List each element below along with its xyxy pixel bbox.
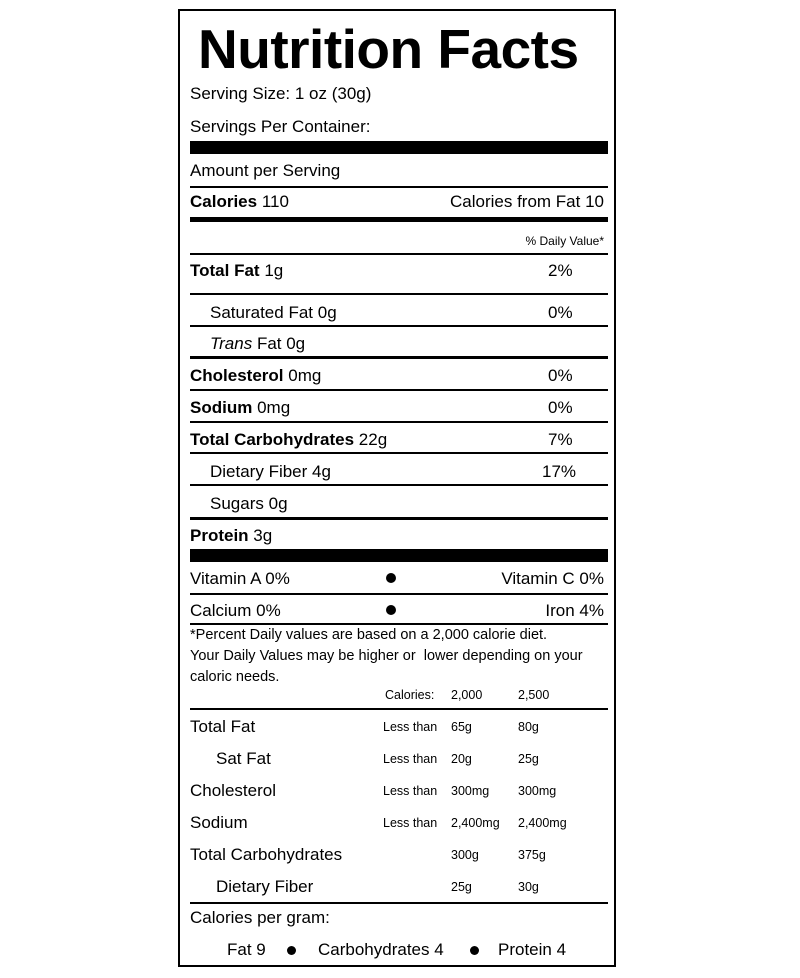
- footer-row-col2: 300mg: [518, 784, 557, 798]
- footer-calories-label: Calories:: [385, 688, 435, 702]
- amount-per-serving: Amount per Serving: [190, 161, 341, 180]
- nutrient-row-total-fat: [190, 261, 608, 281]
- vitamin-c: Vitamin C 0%: [501, 569, 604, 588]
- nutrient-name: Saturated Fat: [210, 303, 314, 322]
- servings-per-container: Servings Per Container:: [190, 117, 371, 136]
- nutrition-facts-label: [178, 9, 616, 967]
- nutrient-name: Protein: [190, 526, 249, 545]
- footer-row-col1: 25g: [451, 880, 472, 894]
- nutrient-amount: 0g: [268, 494, 288, 513]
- nutrient-row-saturated-fat: [210, 303, 608, 323]
- divider-thick: [190, 141, 608, 154]
- nutrient-name: Cholesterol: [190, 366, 284, 385]
- divider: [190, 517, 608, 520]
- footer-row-name: Dietary Fiber: [216, 877, 314, 896]
- divider: [190, 708, 608, 710]
- nutrient-row-trans-fat: [210, 334, 608, 354]
- calories-value: 110: [261, 192, 289, 211]
- nutrient-name: Trans: [210, 334, 253, 353]
- nutrient-amount: 22g: [358, 430, 388, 449]
- footer-row-col1: 65g: [451, 720, 472, 734]
- nutrient-row-cholesterol: [190, 366, 608, 386]
- nutrient-row-protein: [190, 526, 608, 546]
- calories-row: [190, 192, 608, 212]
- cpg-carbs: Carbohydrates 4: [318, 940, 444, 959]
- nutrient-name: Total Fat: [190, 261, 260, 280]
- footer-row-col2: 25g: [518, 752, 539, 766]
- nutrient-dv: 0%: [548, 303, 573, 322]
- footer-row-qualifier: Less than: [383, 816, 438, 830]
- calories-from-fat: Calories from Fat 10: [450, 192, 604, 211]
- footer-row-qualifier: Less than: [383, 720, 438, 734]
- nutrient-amount: Fat 0g: [256, 334, 306, 353]
- footer-row-qualifier: Less than: [383, 784, 438, 798]
- nutrient-row-sugars: [210, 494, 608, 514]
- divider: [190, 421, 608, 423]
- footer-row-name: Cholesterol: [190, 781, 276, 800]
- vitamin-row-1: [190, 569, 608, 589]
- footer-row-col2: 80g: [518, 720, 539, 734]
- footer-row-col1: 20g: [451, 752, 472, 766]
- serving-size: Serving Size: 1 oz (30g): [190, 84, 372, 103]
- nutrient-amount: 0mg: [288, 366, 322, 385]
- divider-thick: [190, 549, 608, 562]
- footer-row-name: Sat Fat: [216, 749, 271, 768]
- footnote-line-2: Your Daily Values may be higher or lower depending on your: [190, 648, 583, 664]
- vitamin-a: Vitamin A 0%: [190, 569, 290, 588]
- nutrient-amount: 3g: [253, 526, 273, 545]
- footer-row-name: Total Fat: [190, 717, 256, 736]
- nutrient-dv: 7%: [548, 430, 573, 449]
- nutrient-amount: 4g: [312, 462, 331, 481]
- nutrient-name: Total Carbohydrates: [190, 430, 355, 449]
- cpg-protein: Protein 4: [498, 940, 567, 959]
- divider: [190, 253, 608, 255]
- vitamin-row-2: [190, 601, 608, 621]
- footer-col2-header: 2,500: [518, 688, 550, 702]
- nutrient-dv: 17%: [542, 462, 577, 481]
- daily-value-header: % Daily Value*: [525, 234, 604, 248]
- calories-per-gram-label: Calories per gram:: [190, 908, 330, 927]
- nutrient-amount: 0g: [317, 303, 337, 322]
- nutrient-dv: 2%: [548, 261, 573, 280]
- nutrient-name: Dietary Fiber: [210, 462, 308, 481]
- calcium: Calcium 0%: [190, 601, 281, 620]
- footer-row-col2: 2,400mg: [518, 816, 567, 830]
- label-title: Nutrition Facts: [198, 18, 579, 80]
- divider: [190, 356, 608, 359]
- divider: [190, 389, 608, 391]
- nutrient-dv: 0%: [548, 398, 573, 417]
- iron: Iron 4%: [545, 601, 604, 620]
- divider: [190, 293, 608, 295]
- divider: [190, 325, 608, 327]
- divider: [190, 452, 608, 454]
- footer-col1-header: 2,000: [451, 688, 483, 702]
- cpg-fat: Fat 9: [227, 940, 266, 959]
- footnote-line-3: caloric needs.: [190, 669, 280, 685]
- footer-row-name: Sodium: [190, 813, 248, 832]
- footnote: [190, 625, 608, 688]
- divider: [190, 484, 608, 486]
- footer-row-col1: 2,400mg: [451, 816, 500, 830]
- divider: [190, 902, 608, 904]
- nutrient-amount: 1g: [264, 261, 284, 280]
- nutrient-row-total-carbohydrates: [190, 430, 608, 450]
- footer-row-col1: 300g: [451, 848, 479, 862]
- nutrient-row-dietary-fiber: [210, 462, 608, 482]
- divider: [190, 186, 608, 188]
- bullet-icon: [386, 605, 396, 615]
- nutrient-dv: 0%: [548, 366, 573, 385]
- footnote-line-1: *Percent Daily values are based on a 2,000 calorie diet.: [190, 627, 548, 643]
- bullet-icon: [470, 946, 479, 955]
- divider-medium: [190, 217, 608, 222]
- bullet-icon: [386, 573, 396, 583]
- divider: [190, 593, 608, 595]
- footer-row-col1: 300mg: [451, 784, 490, 798]
- nutrient-name: Sodium: [190, 398, 253, 417]
- footer-row-name: Total Carbohydrates: [190, 845, 343, 864]
- nutrient-amount: 0mg: [257, 398, 291, 417]
- nutrient-row-sodium: [190, 398, 608, 418]
- bullet-icon: [287, 946, 296, 955]
- footer-row-col2: 375g: [518, 848, 546, 862]
- footer-row-col2: 30g: [518, 880, 539, 894]
- footer-row-qualifier: Less than: [383, 752, 438, 766]
- nutrient-name: Sugars: [210, 494, 264, 513]
- calories-label: Calories: [190, 192, 258, 211]
